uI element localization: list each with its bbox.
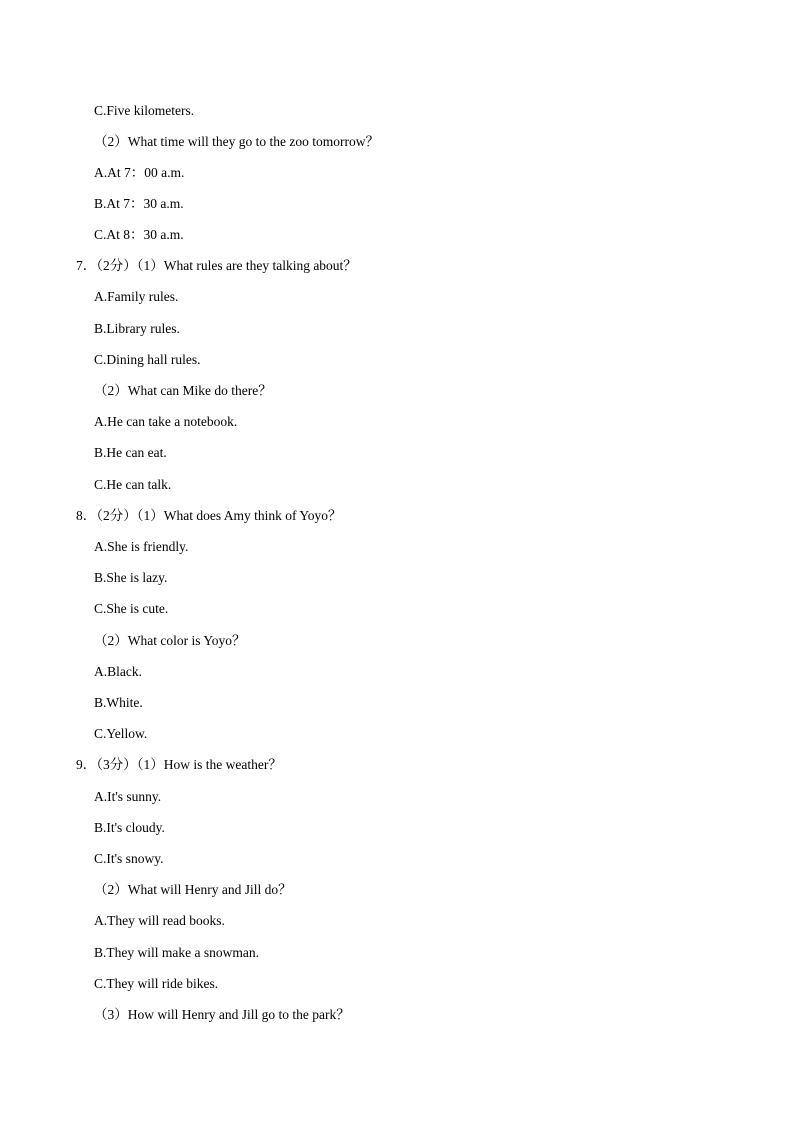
sub-question-mike: （2）What can Mike do there？ — [94, 383, 272, 398]
question-9: 9．（3分）（1）How is the weather？ — [76, 757, 282, 772]
option-a: A.At 7：00 a.m. — [94, 165, 185, 180]
option-b: B.It's cloudy. — [94, 820, 165, 835]
option-b: B.She is lazy. — [94, 570, 168, 585]
sub-question-zoo-time: （2）What time will they go to the zoo tomorrow？ — [94, 134, 379, 149]
option-b: B.They will make a snowman. — [94, 945, 259, 960]
option-b: B.At 7：30 a.m. — [94, 196, 184, 211]
option-b: B.He can eat. — [94, 445, 167, 460]
option-a: A.It's sunny. — [94, 789, 162, 804]
option-a: A.Family rules. — [94, 289, 179, 304]
option-c: C.Yellow. — [94, 726, 148, 741]
option-c: C.He can talk. — [94, 477, 172, 492]
question-7: 7．（2分）（1）What rules are they talking about？ — [76, 258, 357, 273]
sub-question-henry-jill-do: （2）What will Henry and Jill do？ — [94, 882, 292, 897]
sub-question-henry-jill-park: （3）How will Henry and Jill go to the park？ — [94, 1007, 350, 1022]
option-a: A.She is friendly. — [94, 539, 189, 554]
question-8: 8．（2分）（1）What does Amy think of Yoyo？ — [76, 508, 342, 523]
option-a: A.They will read books. — [94, 913, 225, 928]
option-c: C.At 8：30 a.m. — [94, 227, 184, 242]
option-a: A.He can take a notebook. — [94, 414, 238, 429]
option-c: C.They will ride bikes. — [94, 976, 219, 991]
option-c: C.It's snowy. — [94, 851, 164, 866]
option-a: A.Black. — [94, 664, 142, 679]
option-c-five-kilometers: C.Five kilometers. — [94, 103, 195, 118]
option-b: B.White. — [94, 695, 143, 710]
option-c: C.Dining hall rules. — [94, 352, 201, 367]
option-c: C.She is cute. — [94, 601, 169, 616]
sub-question-yoyo-color: （2）What color is Yoyo？ — [94, 633, 246, 648]
option-b: B.Library rules. — [94, 321, 180, 336]
